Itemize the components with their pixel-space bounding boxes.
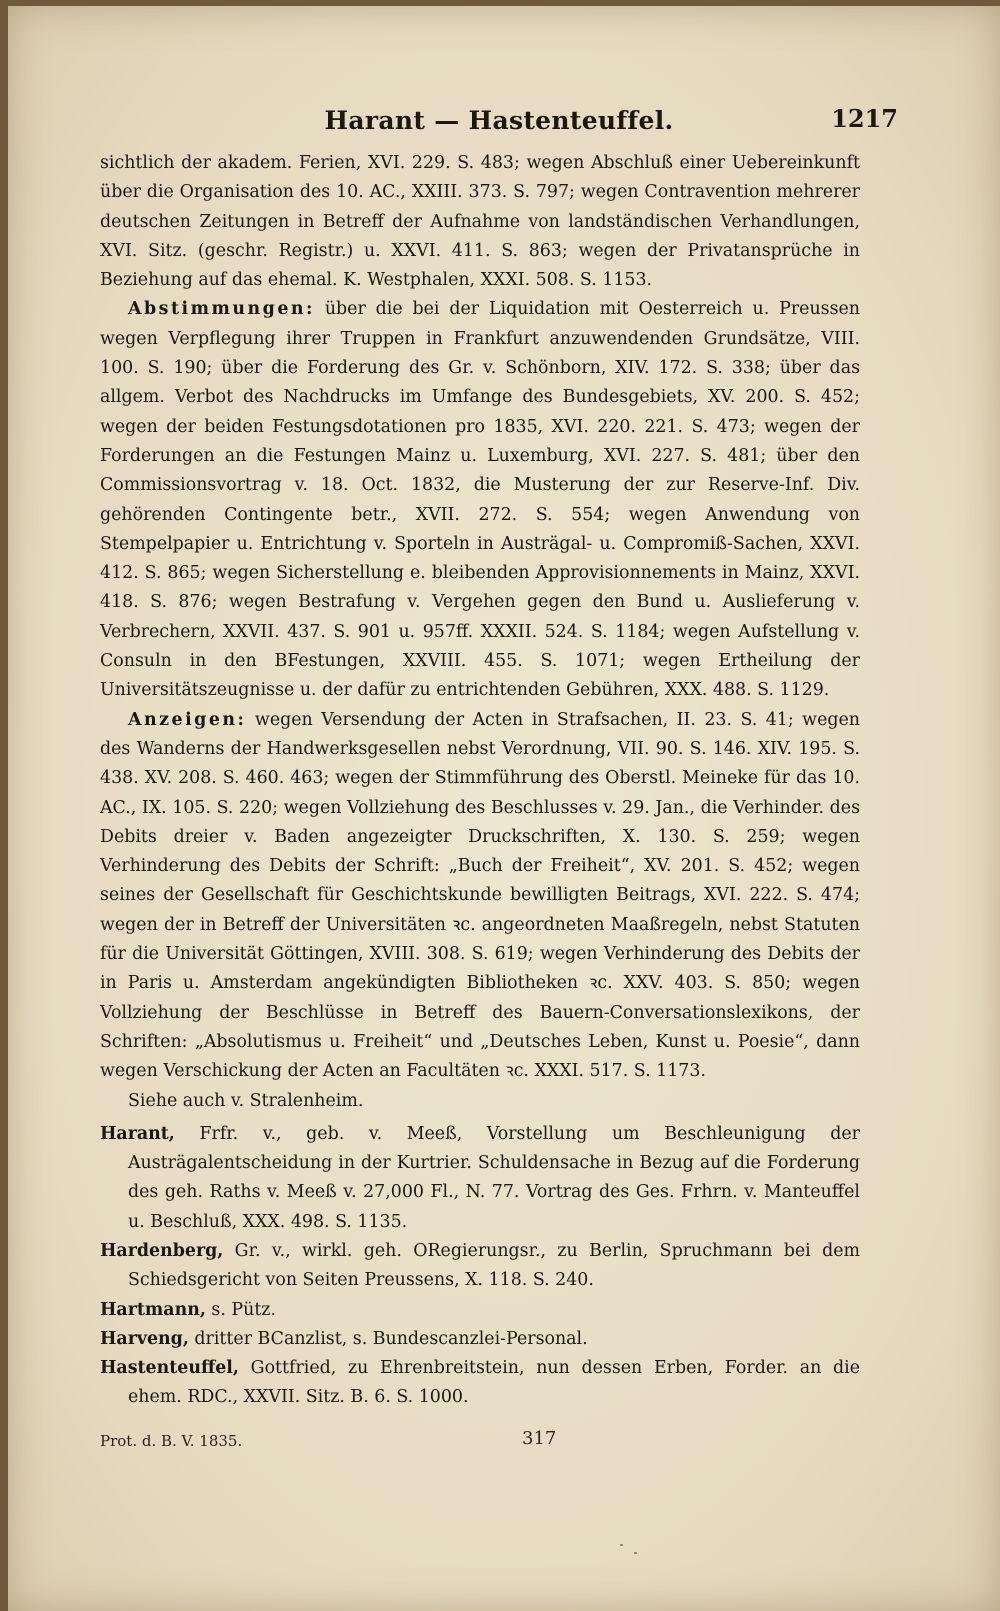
- paragraph-text: wegen Versendung der Acten in Strafsachen, II. 23. S. 41; wegen des Wanderns der Handwerksgesellen nebst Verordnung, VII. 90. S. 146. XIV. 195. S. 438. XV. 208. S. 460. 463; wegen der Stimmführung des Oberstl. Meineke für das 10. AC., IX. 105. S. 220; wegen Vollziehung des Beschlusses v. 29. Jan., die Verhinder. des Debits dreier v. Baden angezeigter Druckschriften, X. 130. S. 259; wegen Verhinderung des Debits der Schrift: „Buch der Freiheit“, XV. 201. S. 452; wegen seines der Gesellschaft für Geschichtskunde bewilligten Beitrags, XVI. 222. S. 474; wegen der in Betreff der Universitäten ꝛc. angeordneten Maaßregeln, nebst Statuten für die Universität Göttingen, XVIII. 308. S. 619; wegen Verhinderung des Debits der in Paris u. Amsterdam angekündigten Bibliotheken ꝛc. XXV. 403. S. 850; wegen Vollziehung der Beschlüsse in Betreff des Bauern-Conversationslexikons, der Schriften: „Absolutismus u. Freiheit“ und „Deutsches Leben, Kunst u. Poesie“, dann wegen Verschickung der Acten an Facultäten ꝛc. XXXI. 517. S. 1173.: [100, 709, 860, 1082]
- running-title: Harant — Hastenteuffel.: [324, 106, 674, 135]
- paragraph-anzeigen: [100, 706, 860, 1087]
- paragraph-continuation: sichtlich der akadem. Ferien, XVI. 229. S. 483; wegen Abschluß einer Uebereinkunft über die Organisation des 10. AC., XXIII. 373. S. 797; wegen Contravention mehrerer deutschen Zeitungen in Betreff der Aufnahme von landständischen Verhandlungen, XVI. Sitz. (geschr. Registr.) u. XXVI. 411. S. 863; wegen der Privatansprüche in Beziehung auf das ehemal. K. Westphalen, XXXI. 508. S. 1153.: [100, 153, 860, 291]
- index-body: [100, 149, 860, 1413]
- subheading-anzeigen: Anzeigen:: [128, 709, 247, 730]
- entry-name: Hartmann,: [100, 1299, 206, 1320]
- paper-speck: [634, 1552, 637, 1554]
- printer-signature: Prot. d. B. V. 1835.: [100, 1432, 243, 1450]
- document-page: [8, 6, 1000, 1611]
- entry-harveng: [100, 1325, 860, 1354]
- paragraph-abstimmungen: [100, 295, 860, 705]
- paragraph-text: über die bei der Liquidation mit Oesterreich u. Preussen wegen Verpflegung ihrer Truppen in Frankfurt anzuwendenden Grundsätze, VIII. 100. S. 190; über die Forderung des Gr. v. Schönborn, XIV. 172. S. 338; über das allgem. Verbot des Nachdrucks im Umfange des Bundesgebiets, XV. 200. S. 452; wegen der beiden Festungsdotationen pro 1835, XVI. 220. 221. S. 473; wegen der Forderungen an die Festungen Mainz u. Luxemburg, XVI. 227. S. 481; über den Commissionsvortrag v. 18. Oct. 1832, die Musterung der zur Reserve-Inf. Div. gehörenden Contingente betr., XVII. 272. S. 554; wegen Anwendung von Stempelpapier u. Entrichtung v. Sporteln in Austrägal- u. Compromiß-Sachen, XXVI. 412. S. 865; wegen Sicherstellung e. bleibenden Approvisionnements in Mainz, XXVI. 418. S. 876; wegen Bestrafung v. Vergehen gegen den Bund u. Auslieferung v. Verbrechern, XXVII. 437. S. 901 u. 957ff. XXXII. 524. S. 1184; wegen Aufstellung v. Consuln in den BFestungen, XXVIII. 455. S. 1071; wegen Ertheilung der Universitätszeugnisse u. der dafür zu entrichtenden Gebühren, XXX. 488. S. 1129.: [100, 299, 860, 701]
- entry-name: Hardenberg,: [100, 1240, 224, 1261]
- entry-hartmann: [100, 1296, 860, 1325]
- page-number: 1217: [831, 104, 898, 133]
- entry-text: s. Pütz.: [205, 1299, 276, 1320]
- entry-text: dritter BCanzlist, s. Bundescanzlei-Personal.: [188, 1328, 588, 1349]
- entry-hastenteuffel: [100, 1354, 860, 1413]
- entry-text: Gottfried, zu Ehrenbreitstein, nun dessen Erben, Forder. an die ehem. RDC., XXVII. Sitz. B. 6. S. 1000.: [128, 1358, 860, 1408]
- page-footer: [100, 1426, 860, 1456]
- entry-text: Gr. v., wirkl. geh. ORegierungsr., zu Berlin, Spruchmann bei dem Schiedsgericht von Seiten Preussens, X. 118. S. 240.: [128, 1240, 860, 1291]
- entry-name: Hastenteuffel,: [100, 1358, 239, 1379]
- entry-name: Harant,: [100, 1123, 175, 1144]
- entry-name: Harveng,: [100, 1328, 189, 1349]
- page-header: [100, 98, 898, 138]
- paragraph-see-also: Siehe auch v. Stralenheim.: [128, 1090, 364, 1111]
- sheet-number: 317: [522, 1428, 557, 1449]
- entry-hardenberg: [100, 1237, 860, 1296]
- entry-harant: [100, 1120, 860, 1237]
- paper-speck: [620, 1544, 623, 1546]
- subheading-abstimmungen: Abstimmungen:: [128, 299, 315, 320]
- entry-text: Frfr. v., geb. v. Meeß, Vorstellung um Beschleunigung der Austrägalentscheidung in der Kurtrier. Schuldensache in Bezug auf die Forderung des geh. Raths v. Meeß v. 27,000 Fl., N. 77. Vortrag des Ges. Frhrn. v. Manteuffel u. Beschluß, XXX. 498. S. 1135.: [128, 1123, 860, 1232]
